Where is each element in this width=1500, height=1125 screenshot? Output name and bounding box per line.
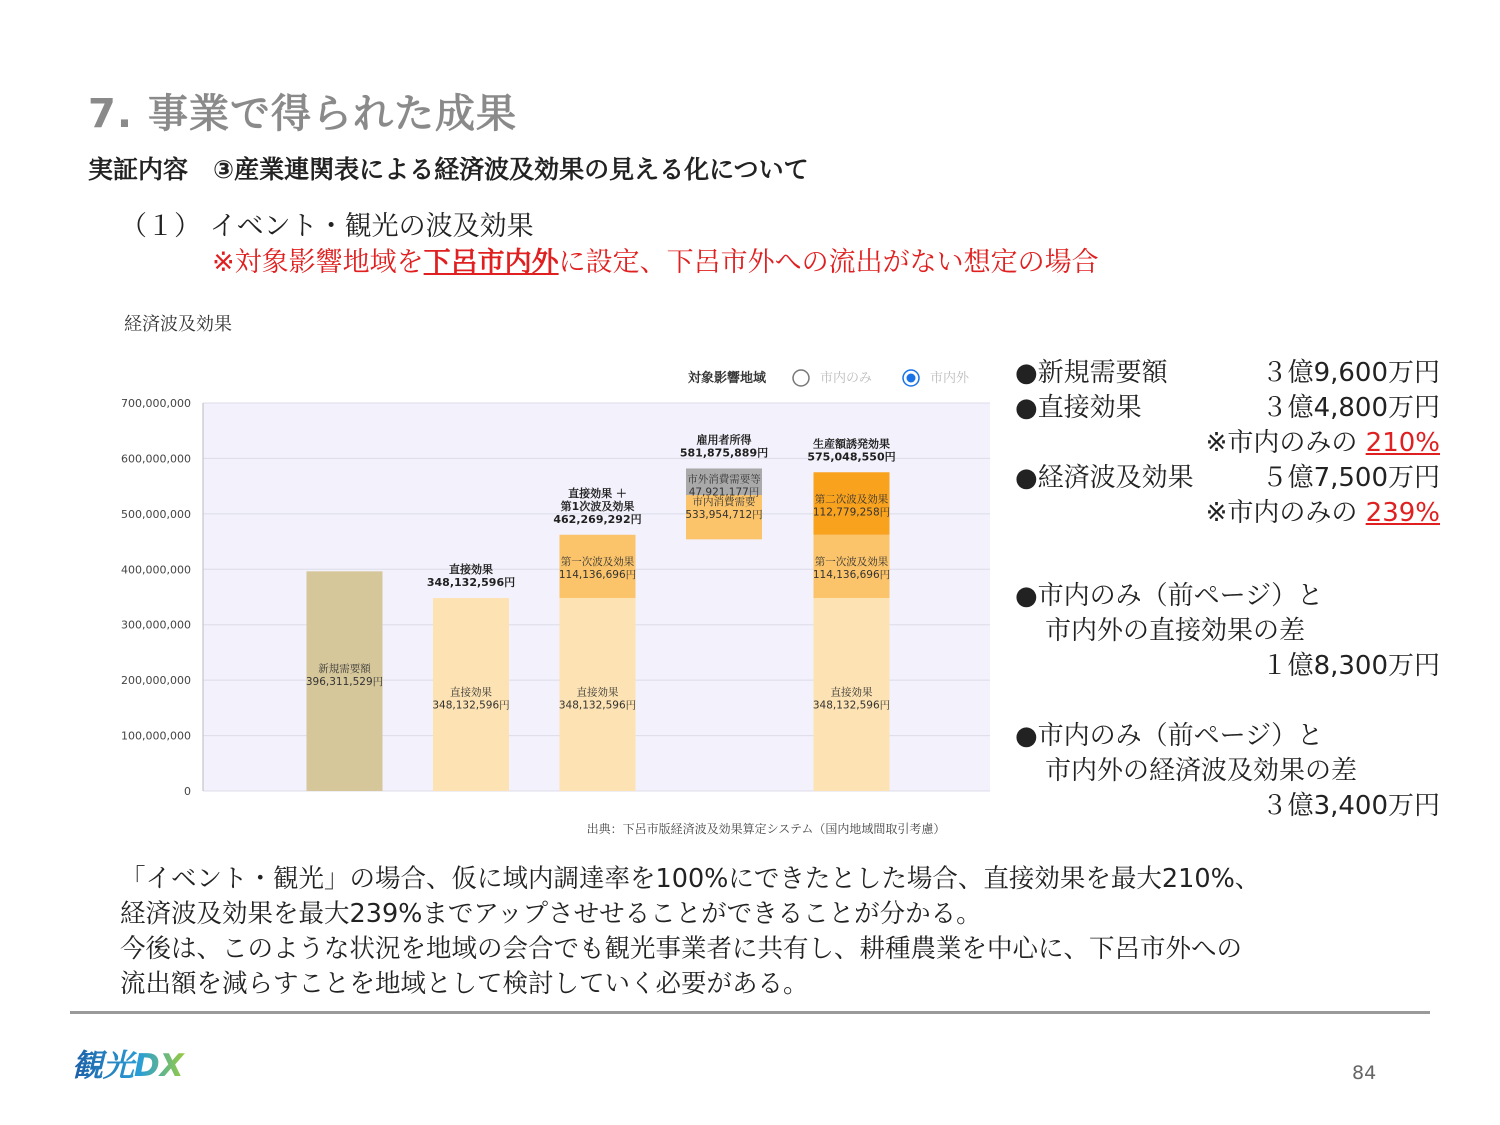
y-axis-ticks (121, 397, 191, 798)
note-suffix: に設定、下呂市外への流出がない想定の場合 (558, 247, 1099, 278)
conclusion-line: 経済波及効果を最大239%までアップさせせることができることが分かる。 (120, 899, 982, 929)
ratio-note: ※市内のみの (1205, 498, 1358, 528)
slide-title: 7. 事業で得られた成果 (88, 91, 517, 137)
summary-value: ３億4,800万円 (1261, 393, 1440, 423)
segment-name-label: 直接効果 (830, 686, 873, 699)
legend-option-city-only: 市内のみ (820, 371, 873, 386)
summary-new-demand (1015, 356, 1440, 391)
bar-total-label: 348,132,596円 (426, 576, 516, 590)
legend (688, 370, 970, 386)
section-heading: （１） イベント・観光の波及効果 (120, 211, 534, 242)
summary-value: ５億7,500万円 (1261, 463, 1440, 493)
y-tick-label: 600,000,000 (121, 452, 191, 466)
radio-city-only[interactable] (793, 370, 809, 386)
conclusion-line: 今後は、このような状況を地域の会合でも観光事業者に共有し、耕種農業を中心に、下呂市外への (120, 934, 1243, 964)
segment-value-label: 348,132,596円 (558, 699, 637, 712)
economic-ripple-chart (110, 355, 990, 845)
y-tick-label: 400,000,000 (121, 563, 191, 577)
note-emphasis: 下呂市内外 (423, 247, 559, 278)
segment-name-label: 第一次波及効果 (560, 555, 635, 568)
summary-label: ●経済波及効果 (1015, 463, 1194, 493)
segment-name-label: 市内消費需要 (692, 496, 756, 509)
segment-name-label: 新規需要額 (318, 662, 371, 675)
diff-ripple-line1: ●市内のみ（前ページ）と (1015, 721, 1324, 751)
chart-source: 出典：下呂市版経済波及効果算定システム（国内地域間取引考慮） (586, 822, 946, 836)
diff-ripple-value: ３億3,400万円 (1261, 791, 1440, 821)
segment-value-label: 47,921,177円 (688, 486, 760, 499)
bar-total-label: 生産額誘発効果 (813, 437, 890, 451)
diff-direct-value: １億8,300万円 (1261, 651, 1440, 681)
y-tick-label: 100,000,000 (121, 729, 191, 743)
diff-direct-line1: ●市内のみ（前ページ）と (1015, 581, 1324, 611)
bar-total-label: 581,875,889円 (679, 446, 769, 460)
segment-name-label: 市外消費需要等 (687, 473, 761, 486)
y-tick-label: 200,000,000 (121, 674, 191, 688)
summary-value: ３億9,600万円 (1261, 358, 1440, 388)
slide-subtitle: 実証内容 ③産業連関表による経済波及効果の見える化について (88, 155, 809, 184)
summary-ripple-ratio (1015, 496, 1440, 531)
summary-ripple-effect (1015, 461, 1440, 496)
footer-divider (70, 1011, 1430, 1014)
bar-total-label: 直接効果 (449, 563, 493, 577)
bar-total-label: 575,048,550円 (807, 450, 896, 464)
legend-option-inside-outside: 市内外 (930, 371, 970, 386)
segment-value-label: 114,136,696円 (558, 568, 637, 581)
segment-value-label: 348,132,596円 (812, 699, 891, 712)
segment-name-label: 第二次波及効果 (814, 493, 889, 506)
ratio-percent: 239% (1365, 498, 1440, 528)
segment-name-label: 直接効果 (576, 686, 619, 699)
summary-label: ●新規需要額 (1015, 358, 1168, 388)
conclusion-line: 流出額を減らすことを地域として検討していく必要がある。 (120, 969, 809, 999)
logo-text: 観光DX (72, 1048, 184, 1084)
kanko-dx-logo (72, 1040, 202, 1086)
ratio-percent: 210% (1365, 428, 1440, 458)
bar-total-label: 雇用者所得 (696, 433, 752, 447)
page-number: 84 (1352, 1062, 1377, 1084)
radio-selected-dot (907, 374, 916, 383)
bar-total-label: 第1次波及効果 (560, 499, 635, 513)
bar-total-label: 直接効果 ＋ (568, 486, 627, 500)
y-tick-label: 0 (184, 785, 191, 798)
y-tick-label: 700,000,000 (121, 397, 191, 410)
summary-direct-ratio (1015, 426, 1440, 461)
chart-label: 経済波及効果 (124, 314, 232, 335)
legend-title: 対象影響地域 (687, 371, 766, 386)
y-tick-label: 300,000,000 (121, 618, 191, 632)
segment-value-label: 348,132,596円 (432, 699, 510, 712)
conclusion-text (120, 862, 1440, 1002)
segment-value-label: 396,311,529円 (305, 675, 384, 688)
summary-direct-effect (1015, 391, 1440, 426)
y-tick-label: 500,000,000 (121, 507, 191, 521)
segment-name-label: 直接効果 (450, 686, 492, 699)
note-prefix: ※対象影響地域を (212, 247, 424, 278)
segment-value-label: 114,136,696円 (812, 568, 891, 581)
segment-value-label: 533,954,712円 (685, 509, 763, 522)
summary-panel (1015, 356, 1440, 824)
conclusion-line: 「イベント・観光」の場合、仮に域内調達率を100%にできたとした場合、直接効果を最大210%、 (120, 864, 1261, 894)
segment-name-label: 第一次波及効果 (814, 555, 889, 568)
diff-ripple-line2: 市内外の経済波及効果の差 (1045, 756, 1358, 786)
summary-label: ●直接効果 (1015, 393, 1142, 423)
assumption-note (212, 240, 1099, 279)
diff-direct-line2: 市内外の直接効果の差 (1045, 616, 1306, 646)
segment-value-label: 112,779,258円 (812, 506, 891, 519)
ratio-note: ※市内のみの (1205, 428, 1358, 458)
bar-total-label: 462,269,292円 (553, 512, 642, 526)
